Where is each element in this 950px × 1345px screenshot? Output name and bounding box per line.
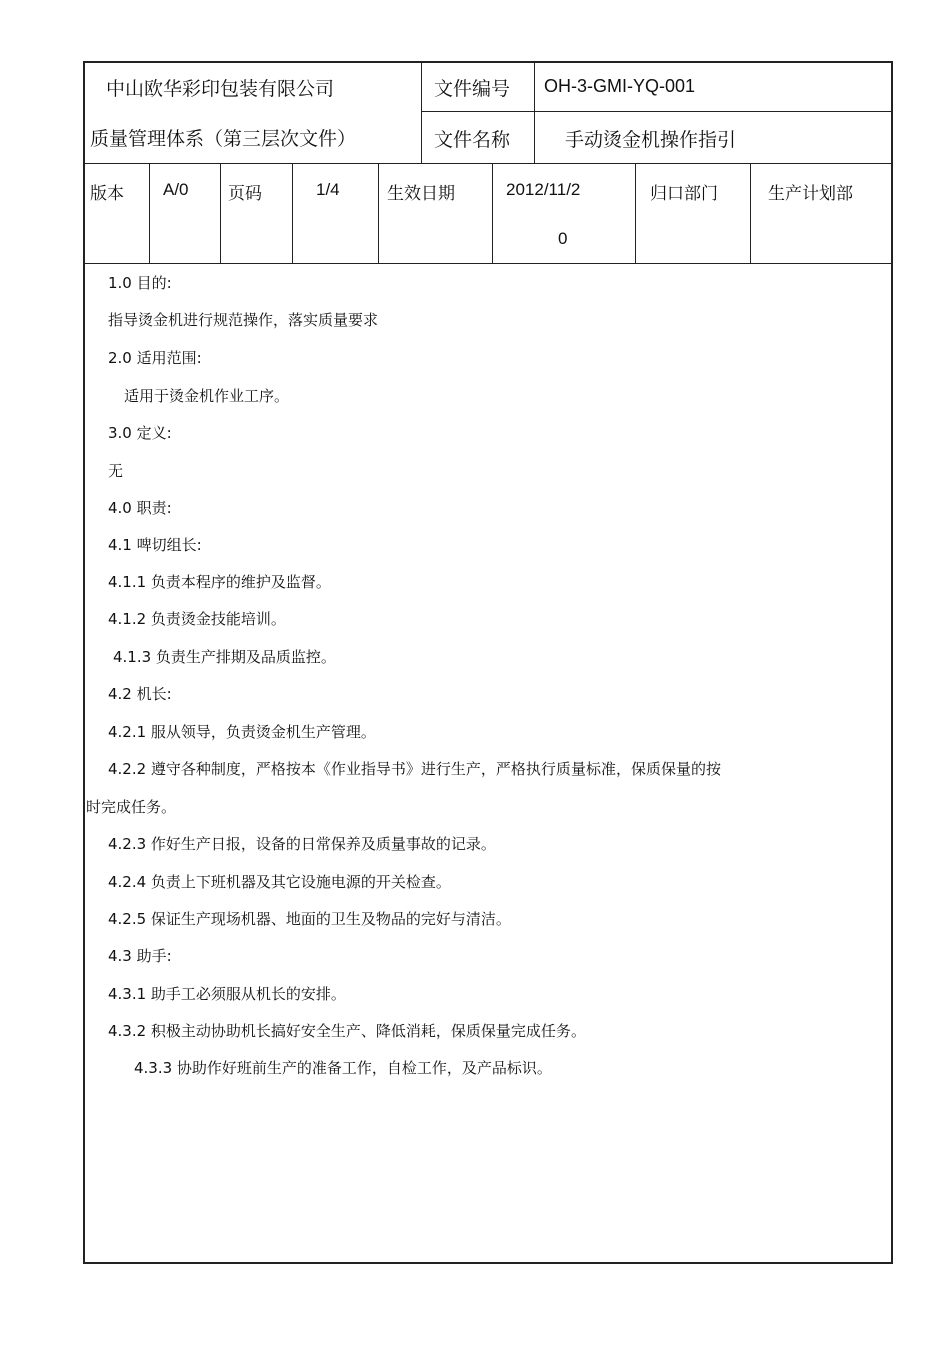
item-4-3-2: 4.3.2 积极主动协助机长搞好安全生产、降低消耗，保质保量完成任务。 <box>108 1022 586 1040</box>
item-4-2-2: 4.2.2 遵守各种制度，严格按本《作业指导书》进行生产，严格执行质量标准，保质保量的按 <box>108 760 721 778</box>
page-label: 页码 <box>228 184 262 204</box>
company-name: 中山欧华彩印包装有限公司 <box>106 78 335 100</box>
meta-col-divider-3 <box>292 163 293 263</box>
meta-col-divider-6 <box>635 163 636 263</box>
section-scope-heading: 2.0 适用范围: <box>108 349 202 367</box>
header-bottom-line <box>84 163 892 164</box>
version-value: A/0 <box>163 180 189 199</box>
doc-name-label: 文件名称 <box>434 129 511 151</box>
purpose-text: 指导烫金机进行规范操作，落实质量要求 <box>108 311 379 329</box>
item-4-2-4: 4.2.4 负责上下班机器及其它设施电源的开关检查。 <box>108 873 451 891</box>
doc-number-label: 文件编号 <box>434 78 511 100</box>
item-4-2-1: 4.2.1 服从领导，负责烫金机生产管理。 <box>108 723 376 741</box>
item-4-1-2: 4.1.2 负责烫金技能培训。 <box>108 610 286 628</box>
section-purpose-heading: 1.0 目的: <box>108 274 172 292</box>
item-4-1: 4.1 啤切组长: <box>108 536 202 554</box>
meta-col-divider-1 <box>149 163 150 263</box>
definition-text: 无 <box>108 462 124 480</box>
item-4-3-1: 4.3.1 助手工必须服从机长的安排。 <box>108 985 346 1003</box>
meta-col-divider-4 <box>378 163 379 263</box>
meta-col-divider-2 <box>220 163 221 263</box>
header-col-divider-1 <box>421 62 422 163</box>
effective-date-line2: 0 <box>558 229 568 248</box>
item-4-2-2-continued: 时完成任务。 <box>86 798 177 816</box>
item-4-3: 4.3 助手: <box>108 947 172 965</box>
section-responsibility-heading: 4.0 职责: <box>108 499 172 517</box>
page-value: 1/4 <box>316 180 340 199</box>
header-row-divider <box>421 111 892 112</box>
doc-name: 手动烫金机操作指引 <box>565 129 737 151</box>
quality-system-title: 质量管理体系（第三层次文件） <box>90 128 357 150</box>
meta-col-divider-5 <box>492 163 493 263</box>
department-value: 生产计划部 <box>768 184 853 204</box>
effective-date-line1: 2012/11/2 <box>506 180 581 199</box>
doc-number: OH-3-GMI-YQ-001 <box>544 76 696 96</box>
department-label: 归口部门 <box>650 184 718 204</box>
item-4-2-5: 4.2.5 保证生产现场机器、地面的卫生及物品的完好与清洁。 <box>108 910 511 928</box>
scope-text: 适用于烫金机作业工序。 <box>124 387 290 405</box>
item-4-1-3: 4.1.3 负责生产排期及品质监控。 <box>113 648 336 666</box>
meta-bottom-line <box>84 263 892 264</box>
item-4-1-1: 4.1.1 负责本程序的维护及监督。 <box>108 573 331 591</box>
item-4-3-3: 4.3.3 协助作好班前生产的准备工作，自检工作，及产品标识。 <box>134 1059 552 1077</box>
meta-col-divider-7 <box>750 163 751 263</box>
header-col-divider-2 <box>534 62 535 163</box>
version-label: 版本 <box>90 184 124 204</box>
item-4-2-3: 4.2.3 作好生产日报，设备的日常保养及质量事故的记录。 <box>108 835 496 853</box>
section-definition-heading: 3.0 定义: <box>108 424 172 442</box>
effective-date-label: 生效日期 <box>387 184 455 204</box>
item-4-2: 4.2 机长: <box>108 685 172 703</box>
